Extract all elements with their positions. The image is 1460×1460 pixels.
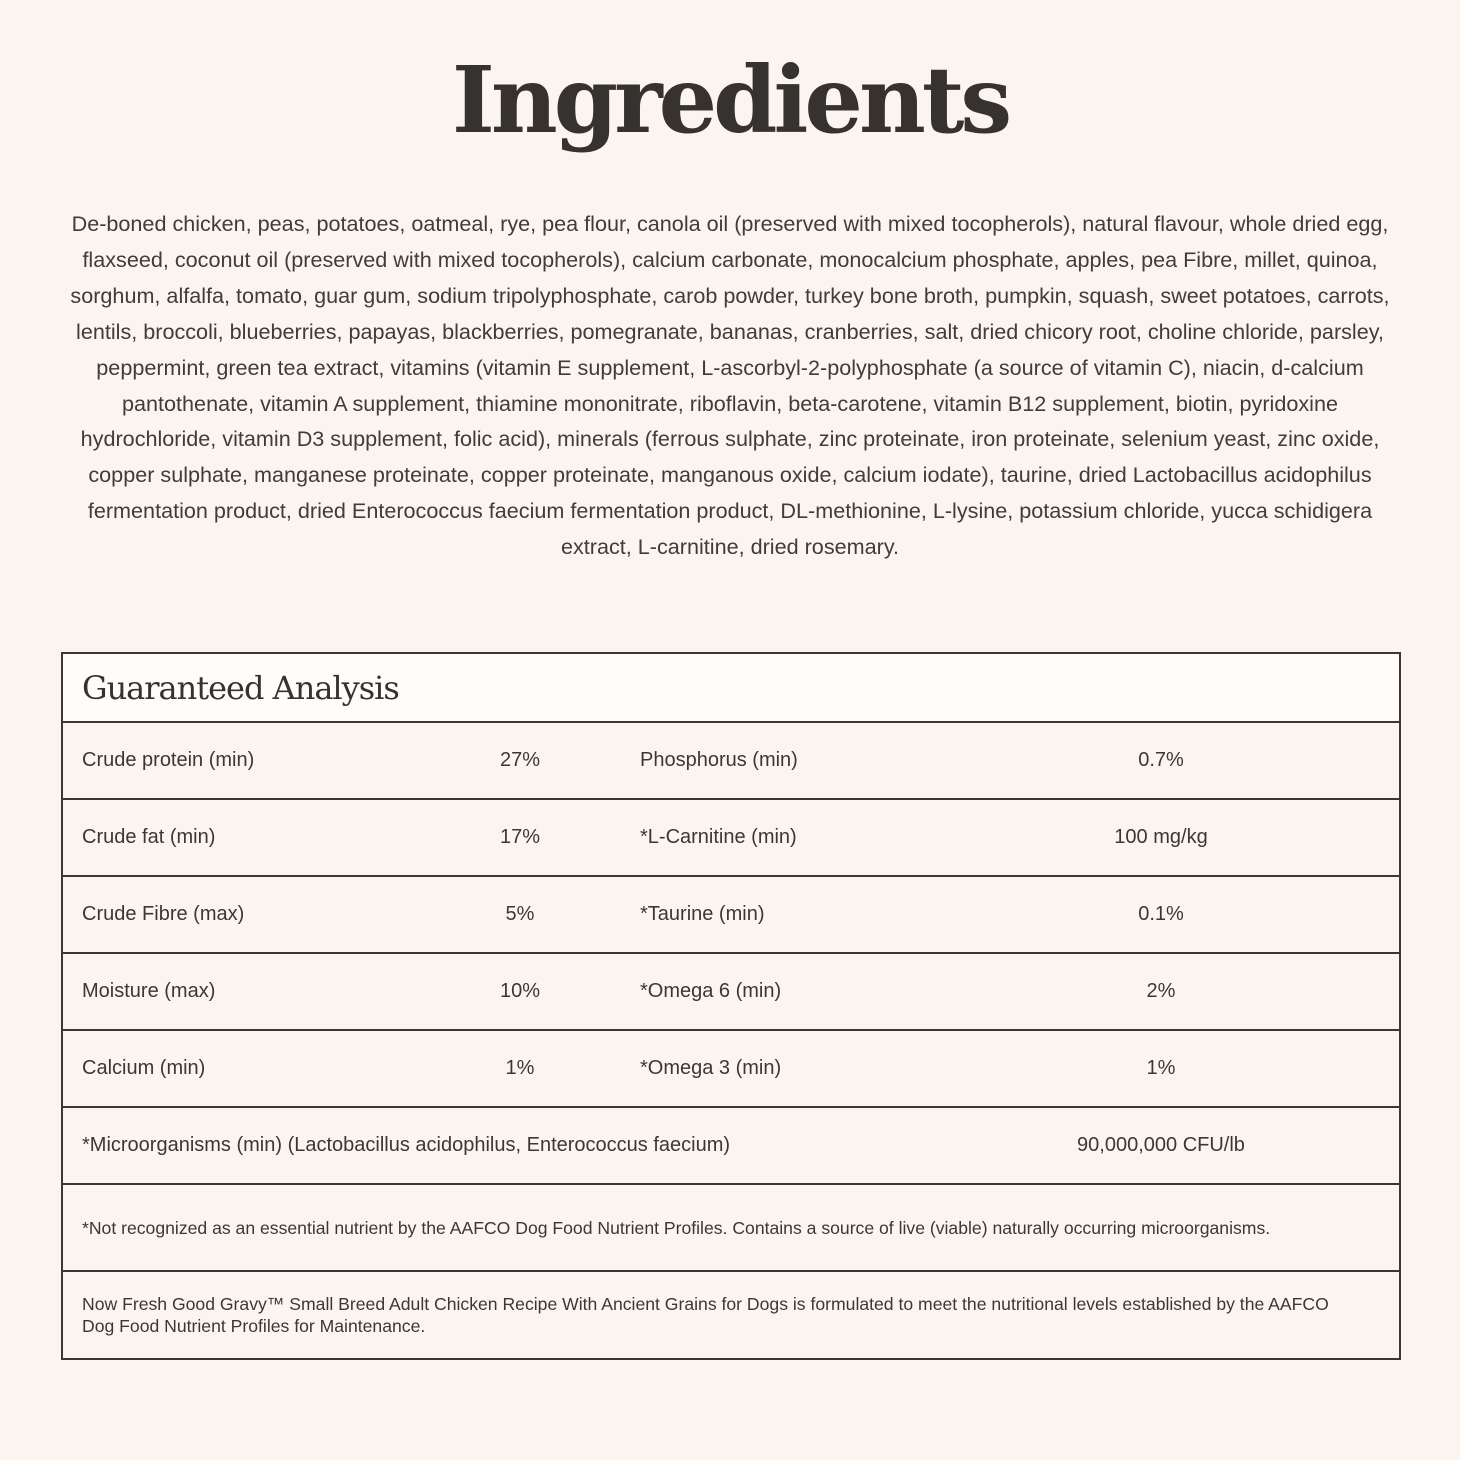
nutrient-value: 0.7% [1138,749,1184,771]
analysis-row [63,1031,1399,1108]
nutrient-label: Crude protein (min) [82,749,255,771]
nutrient-value: 27% [499,749,541,771]
nutrient-value: 1% [1146,1057,1176,1079]
analysis-row [63,877,1399,954]
analysis-row [63,954,1399,1031]
nutrient-value: 17% [499,826,541,848]
nutrient-value: 10% [499,980,541,1002]
nutrient-value: 1% [505,1057,535,1079]
aafco-statement-text: Now Fresh Good Gravy™ Small Breed Adult Chicken Recipe With Ancient Grains for Dogs is formulated to meet the nutritional levels established by the AAFCO Dog Food Nutrient Profiles for Maintenance. [82,1294,1329,1336]
page-title: Ingredients [451,46,1009,154]
nutrient-label: *Omega 3 (min) [640,1057,782,1079]
footnote [63,1185,1399,1272]
microorganisms-row [63,1108,1399,1185]
nutrient-label: Calcium (min) [82,1057,206,1079]
nutrient-label: Moisture (max) [82,980,216,1002]
nutrient-value: 5% [505,903,535,925]
analysis-title: Guaranteed Analysis [82,668,399,707]
nutrient-label: *L-Carnitine (min) [640,826,797,848]
nutrient-value: 0.1% [1138,903,1184,925]
aafco-statement [63,1272,1399,1358]
analysis-row [63,723,1399,800]
guaranteed-analysis-table [61,652,1401,1360]
nutrient-value: 100 mg/kg [1114,826,1208,848]
analysis-row [63,800,1399,877]
analysis-header [63,654,1399,723]
nutrient-label: Crude Fibre (max) [82,903,245,925]
nutrient-value: 2% [1146,980,1176,1002]
nutrient-label: *Taurine (min) [640,903,765,925]
microorganisms-value: 90,000,000 CFU/lb [1077,1134,1245,1156]
footnote-text: *Not recognized as an essential nutrient by the AAFCO Dog Food Nutrient Profiles. Contains a source of live (viable) naturally occurring microorganisms. [82,1217,1271,1238]
nutrient-label: Phosphorus (min) [640,749,798,771]
ingredients-list: De-boned chicken, peas, potatoes, oatmeal, rye, pea flour, canola oil (preserved with mixed tocopherols), natural flavour, whole dried egg, flaxseed, coconut oil (preserved with mixed tocopherols), calcium carbonate, monocalcium phosphate, apples, pea Fibre, millet, quinoa, sorghum, alfalfa, tomato, guar gum, sodium tripolyphosphate, carob powder, turkey bone broth, pumpkin, squash, sweet potatoes, carrots, lentils, broccoli, blueberries, papayas, blackberries, pomegranate, bananas, cranberries, salt, dried chicory root, choline chloride, parsley, peppermint, green tea extract, vitamins (vitamin E supplement, L-ascorbyl-2-polyphosphate (a source of vitamin C), niacin, d-calcium pantothenate, vitamin A supplement, thiamine mononitrate, riboflavin, beta-carotene, vitamin B12 supplement, biotin, pyridoxine hydrochloride, vitamin D3 supplement, folic acid), minerals (ferrous sulphate, zinc proteinate, iron proteinate, selenium yeast, zinc oxide, copper sulphate, manganese proteinate, copper proteinate, manganous oxide, calcium iodate), taurine, dried Lactobacillus acidophilus fermentation product, dried Enterococcus faecium fermentation product, DL-methionine, L-lysine, potassium chloride, yucca schidigera extract, L-carnitine, dried rosemary. [70,211,1390,560]
nutrient-label: *Omega 6 (min) [640,980,782,1002]
microorganisms-label: *Microorganisms (min) (Lactobacillus acidophilus, Enterococcus faecium) [82,1134,731,1156]
nutrient-label: Crude fat (min) [82,826,216,848]
